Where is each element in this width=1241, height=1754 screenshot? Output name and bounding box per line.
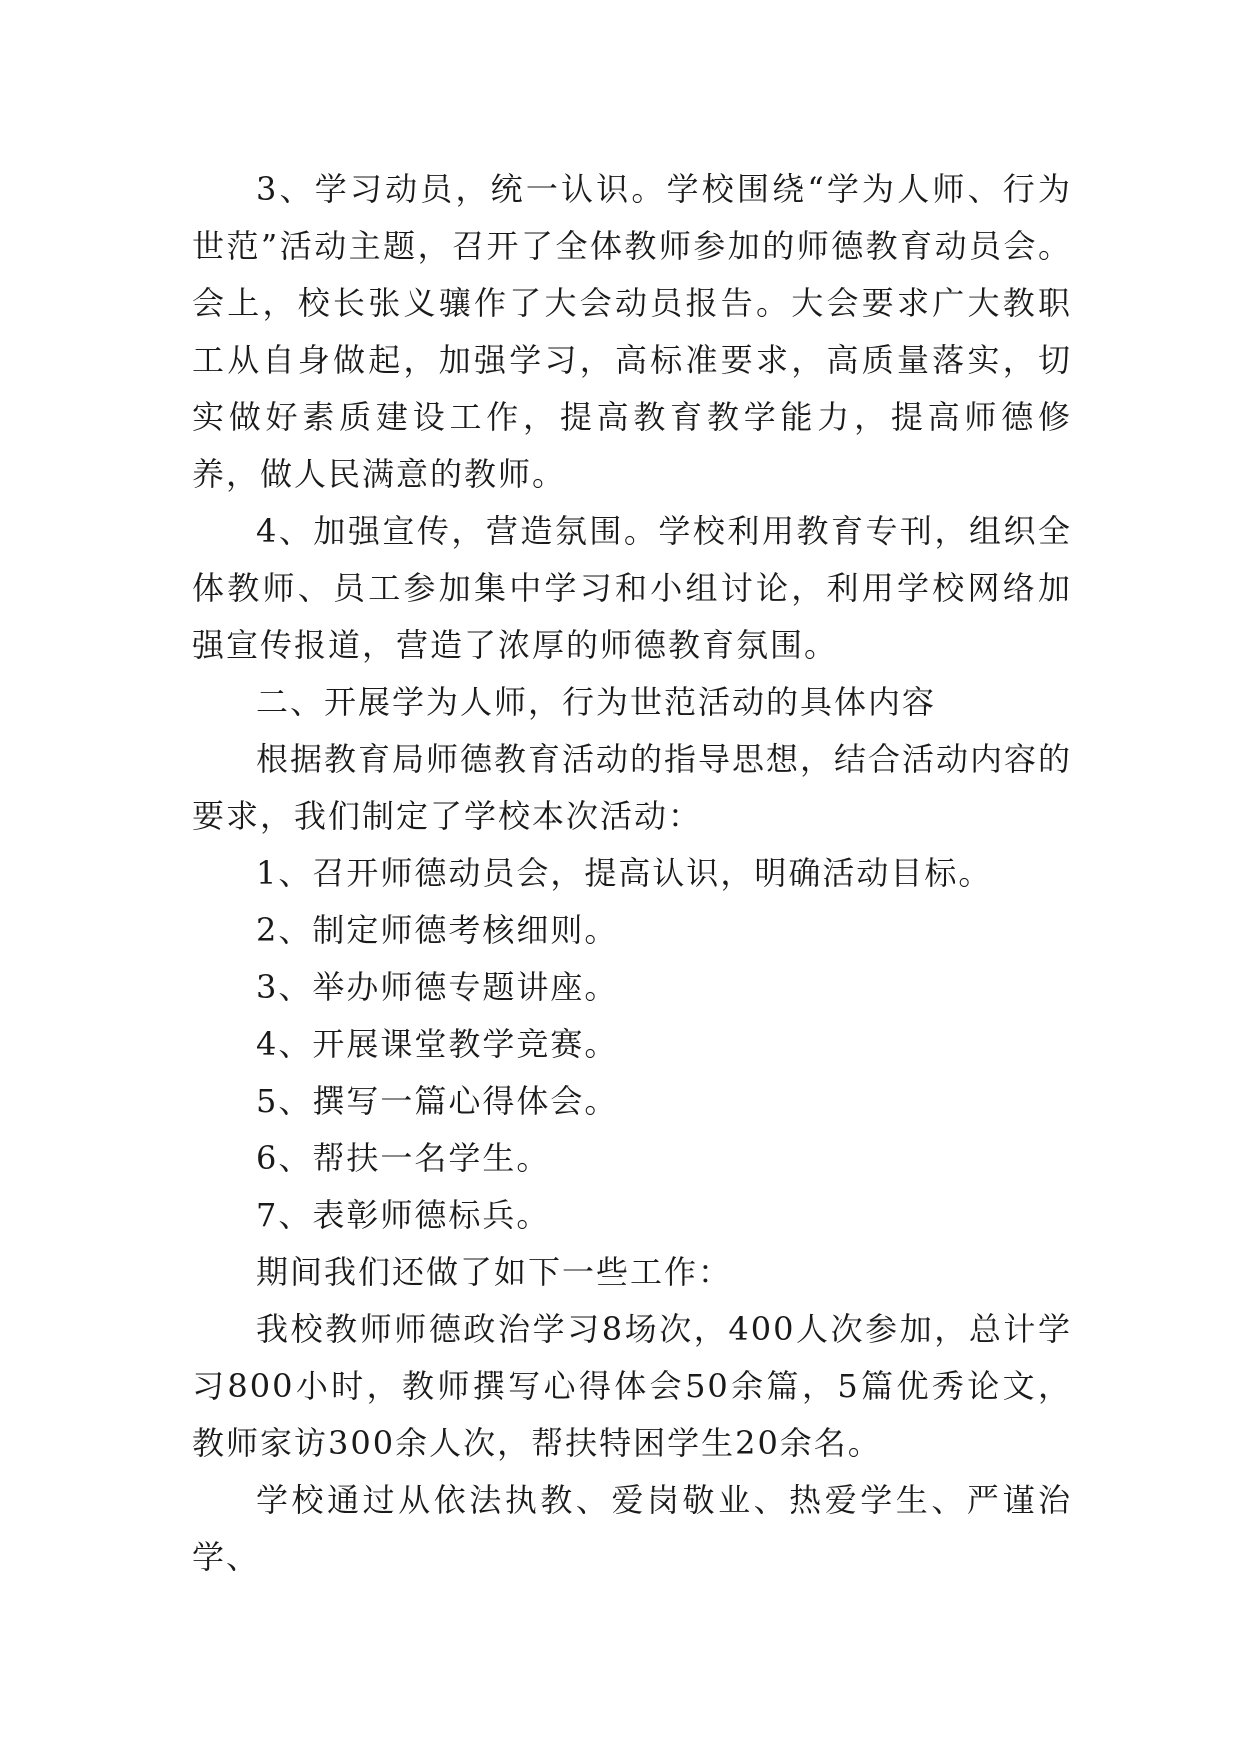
- paragraph-guidance: 根据教育局师德教育活动的指导思想，结合活动内容的要求，我们制定了学校本次活动：: [192, 740, 1073, 835]
- paragraph-statistics: 我校教师师德政治学习8场次，400人次参加，总计学习800小时，教师撰写心得体会50余篇，5篇优秀论文，教师家访300余人次，帮扶特困学生20余名。: [192, 1310, 1072, 1462]
- paragraph-publicity: 4、加强宣传，营造氛围。学校利用教育专刊，组织全体教师、员工参加集中学习和小组讨论，利用学校网络加强宣传报道，营造了浓厚的师德教育氛围。: [192, 512, 1072, 664]
- list-item: 2、制定师德考核细则。: [256, 911, 619, 949]
- paragraph-additional-work: 期间我们还做了如下一些工作：: [256, 1253, 733, 1291]
- paragraph-mobilization: 3、学习动员，统一认识。学校围绕“学为人师、行为世范”活动主题，召开了全体教师参加的师德教育动员会。会上，校长张义骧作了大会动员报告。大会要求广大教职工从自身做起，加强学习，高标准要求，高质量落实，切实做好素质建设工作，提高教育教学能力，提高师德修养，做人民满意的教师。: [192, 170, 1072, 493]
- list-item: 4、开展课堂教学竞赛。: [256, 1025, 619, 1063]
- list-item: 6、帮扶一名学生。: [256, 1139, 551, 1177]
- document-body: [192, 161, 1072, 1586]
- paragraph-continuation: 学校通过从依法执教、爱岗敬业、热爱学生、严谨治学、: [192, 1481, 1072, 1576]
- list-item: 1、召开师德动员会，提高认识，明确活动目标。: [256, 854, 993, 892]
- list-item: 7、表彰师德标兵。: [256, 1196, 551, 1234]
- section-heading-activity-content: 二、开展学为人师，行为世范活动的具体内容: [256, 683, 937, 721]
- list-item: 5、撰写一篇心得体会。: [256, 1082, 619, 1120]
- list-item: 3、举办师德专题讲座。: [256, 968, 619, 1006]
